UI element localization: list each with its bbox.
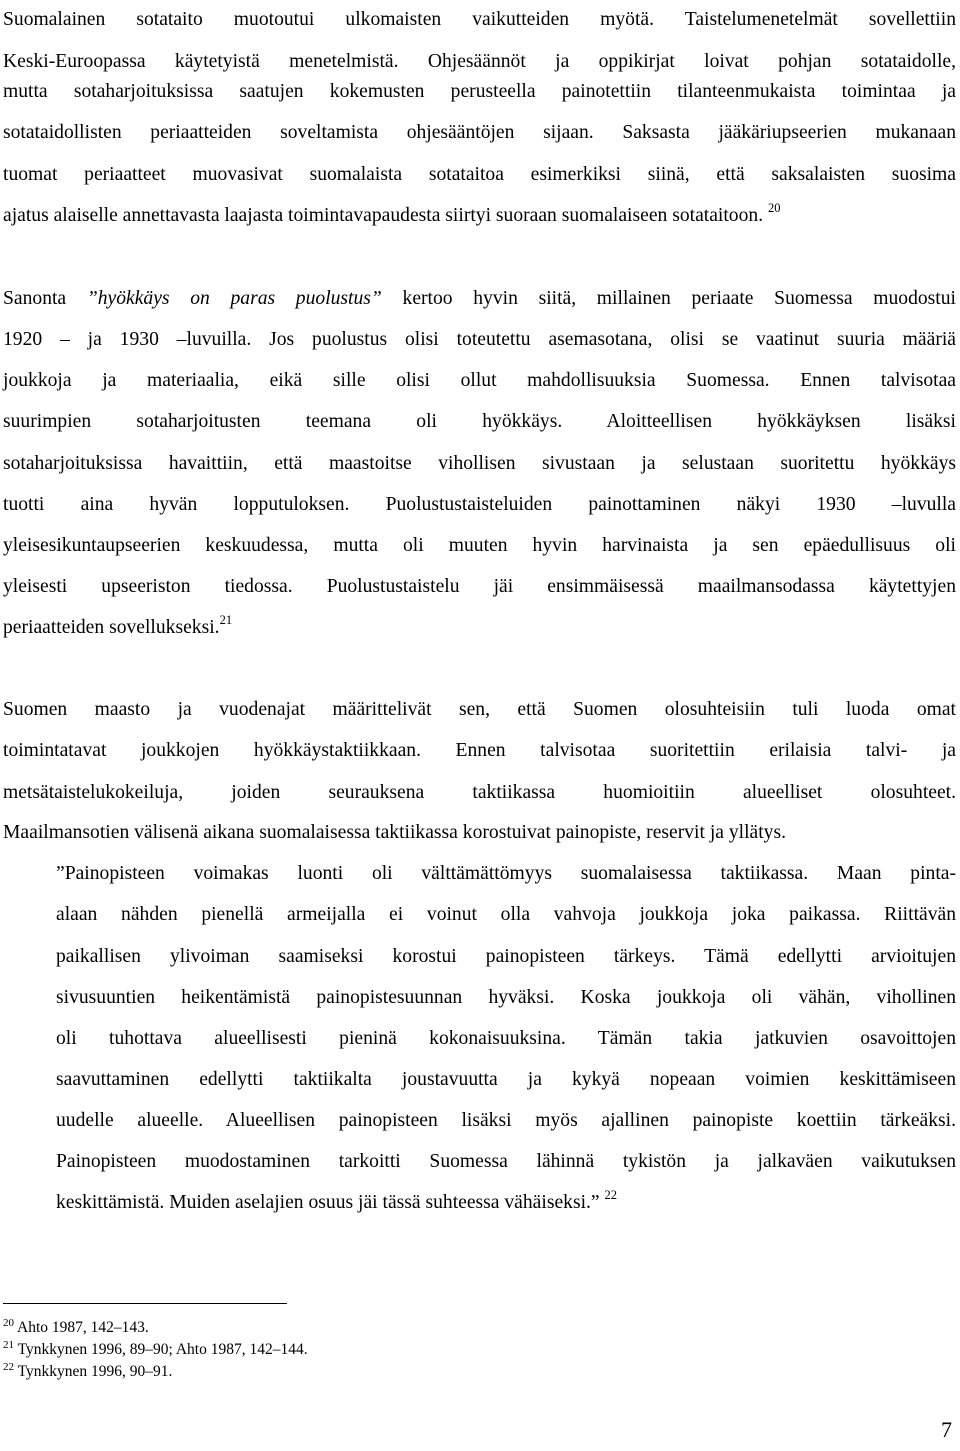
- paragraph-1-line-6: [3, 201, 956, 228]
- paragraph-2-line-9-text: periaatteiden sovellukseksi.: [3, 617, 220, 638]
- paragraph-2-line-2: 1920 – ja 1930 –luvuilla. Jos puolustus olisi toteutettu asemasotana, olisi se vaatinut suuria määriä: [3, 329, 956, 350]
- paragraph-1-line-5: tuomat periaatteet muovasivat suomalaista sotataitoa esimerkiksi siinä, että saksalaisten suosima: [3, 164, 956, 185]
- page-number: 7: [941, 1417, 952, 1442]
- paragraph-2-line-9: [3, 613, 956, 640]
- paragraph-1-line-4: sotataidollisten periaatteiden soveltamista ohjesääntöjen sijaan. Saksasta jääkäriupseerien mukanaan: [3, 122, 956, 143]
- paragraph-2-line-8: yleisesti upseeriston tiedossa. Puolustustaistelu jäi ensimmäisessä maailmansodassa käytettyjen: [3, 576, 956, 597]
- paragraph-2-line-5: sotaharjoituksissa havaittiin, että maastoitse vihollisen sivustaan ja selustaan suoritettu hyökkäys: [3, 453, 956, 474]
- quote-line-9-text: keskittämistä. Muiden aselajien osuus jäi tässä suhteessa vähäiseksi.”: [56, 1192, 600, 1213]
- footnote-20: [3, 1318, 149, 1338]
- footnote-ref-22[interactable]: 22: [604, 1188, 618, 1202]
- paragraph-2-prefix: Sanonta: [3, 288, 67, 309]
- paragraph-1-line-6-text: ajatus alaiselle annettavasta laajasta toimintavapaudesta siirtyi suoraan suomalaiseen sotataitoon.: [3, 205, 764, 226]
- footnote-number: 22: [3, 1361, 14, 1373]
- quote-line-2: alaan nähden pienellä armeijalla ei voinut olla vahvoja joukkoja joka paikassa. Riittävän: [56, 904, 956, 925]
- footnote-separator: [3, 1303, 287, 1304]
- quote-line-4: sivusuuntien heikentämistä painopistesuunnan hyväksi. Koska joukkoja oli vähän, vihollinen: [56, 987, 956, 1008]
- paragraph-1-line-1: Suomalainen sotataito muotoutui ulkomaisten vaikutteiden myötä. Taistelumenetelmät sovellettiin: [3, 9, 956, 30]
- paragraph-2-line-6: tuotti aina hyvän lopputuloksen. Puolustustaisteluiden painottaminen näkyi 1930 –luvulla: [3, 494, 956, 515]
- paragraph-2-suffix: kertoo hyvin siitä, millainen periaate Suomessa muodostui: [402, 288, 956, 309]
- paragraph-2-line-1: [3, 287, 956, 311]
- footnote-22: [3, 1362, 172, 1382]
- quote-line-5: oli tuhottava alueellisesti pieninä kokonaisuuksina. Tämän takia jatkuvien osavoittojen: [56, 1028, 956, 1049]
- quote-line-6: saavuttaminen edellytti taktiikalta joustavuutta ja kykyä nopeaan voimien keskittämiseen: [56, 1069, 956, 1090]
- paragraph-1-line-3: mutta sotaharjoituksissa saatujen kokemusten perusteella painotettiin tilanteenmukaista toimintaa ja: [3, 81, 956, 102]
- paragraph-2-saying: ”hyökkäys on paras puolustus”: [86, 288, 382, 309]
- footnote-ref-20[interactable]: 20: [768, 201, 781, 215]
- paragraph-2-line-7: yleisesikuntaupseerien keskuudessa, mutta oli muuten hyvin harvinaista ja sen epäedullisuus oli: [3, 535, 956, 556]
- quote-line-3: paikallisen ylivoiman saamiseksi korostui painopisteen tärkeys. Tämä edellytti arvioitujen: [56, 946, 956, 967]
- quote-line-1: ”Painopisteen voimakas luonti oli välttämättömyys suomalaisessa taktiikassa. Maan pinta-: [56, 863, 956, 884]
- quote-line-8: Painopisteen muodostaminen tarkoitti Suomessa lähinnä tykistön ja jalkaväen vaikutuksen: [56, 1151, 956, 1172]
- quote-line-9: [56, 1188, 956, 1215]
- quote-line-7: uudelle alueelle. Alueellisen painopisteen lisäksi myös ajallinen painopiste koettiin tärkeäksi.: [56, 1110, 956, 1131]
- paragraph-2-line-4: suurimpien sotaharjoitusten teemana oli hyökkäys. Aloitteellisen hyökkäyksen lisäksi: [3, 411, 956, 432]
- footnote-number: 21: [3, 1339, 14, 1351]
- paragraph-3-line-1: Suomen maasto ja vuodenajat määrittelivät sen, että Suomen olosuhteisiin tuli luoda omat: [3, 699, 956, 720]
- footnote-number: 20: [3, 1317, 14, 1329]
- paragraph-3-line-2: toimintatavat joukkojen hyökkäystaktiikkaan. Ennen talvisotaa suoritettiin erilaisia talvi- ja: [3, 740, 956, 761]
- footnote-ref-21[interactable]: 21: [219, 613, 233, 627]
- paragraph-3-line-3: metsätaistelukokeiluja, joiden seurauksena taktiikassa huomioitiin alueelliset olosuhteet.: [3, 782, 956, 803]
- footnote-text: Tynkkynen 1996, 90–91.: [17, 1363, 173, 1380]
- footnote-21: [3, 1340, 308, 1360]
- paragraph-3-line-4: Maailmansotien välisenä aikana suomalaisessa taktiikassa korostuivat painopiste, reservit ja yllätys.: [3, 822, 787, 843]
- paragraph-2-line-3: joukkoja ja materiaalia, eikä sille olisi ollut mahdollisuuksia Suomessa. Ennen talvisotaa: [3, 370, 956, 391]
- footnote-text: Tynkkynen 1996, 89–90; Ahto 1987, 142–144.: [17, 1341, 308, 1358]
- paragraph-1-line-2: Keski-Euroopassa käytetyistä menetelmistä. Ohjesäännöt ja oppikirjat loivat pohjan sotataidolle,: [3, 51, 956, 72]
- footnote-text: Ahto 1987, 142–143.: [17, 1319, 149, 1336]
